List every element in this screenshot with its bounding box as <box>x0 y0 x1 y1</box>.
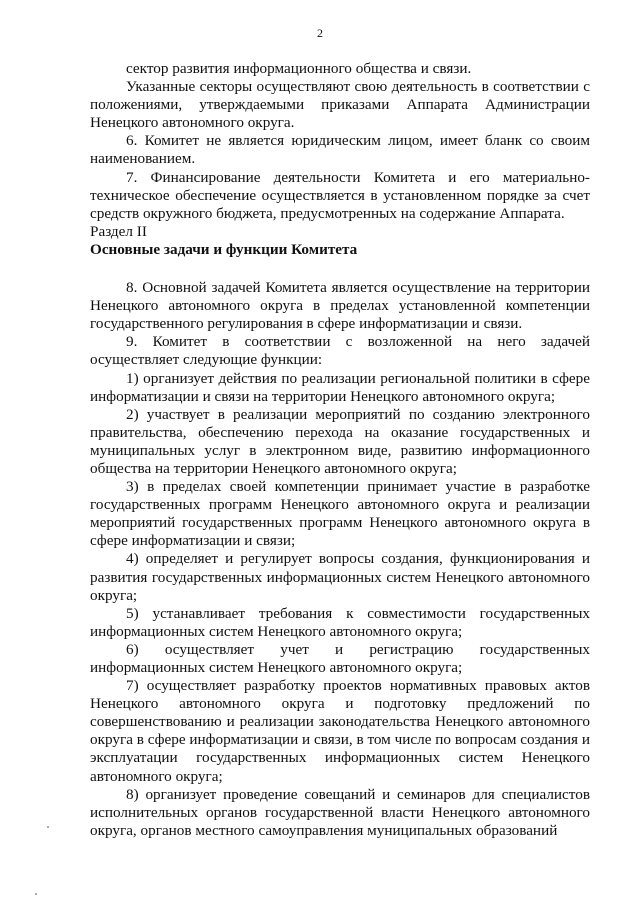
paragraph: сектор развития информационного общества и связи. <box>126 60 472 77</box>
list-item: 7) осуществляет разработку проектов нормативных правовых актов Ненецкого автономного округа и подготовку предложений по совершенствованию и реализации законодательства Ненецкого автономного округа в сфере информатизации и связи, в том числе по вопросам создания и эксплуатации государственных информационных систем Ненецкого автономного округа; <box>90 677 590 785</box>
list-item: 4) определяет и регулирует вопросы создания, функционирования и развития государственных информационных систем Ненецкого автономного округа; <box>90 550 590 604</box>
list-item: 1) организует действия по реализации региональной политики в сфере информатизации и связи на территории Ненецкого автономного округа; <box>90 369 590 405</box>
list-item: 5) устанавливает требования к совместимости государственных информационных систем Ненецкого автономного округа; <box>90 604 590 640</box>
list-item: 6) осуществляет учет и регистрацию государственных информационных систем Ненецкого автономного округа; <box>90 640 590 676</box>
list-item: 8) организует проведение совещаний и семинаров для специалистов исполнительных органов государственной власти Ненецкого автономного округа, органов местного самоуправления муниципальных образований <box>90 785 590 839</box>
document-body <box>90 60 590 840</box>
list-item: 2) участвует в реализации мероприятий по созданию электронного правительства, обеспечению перехода на оказание государственных и муниципальных услуг в электронном виде, развитию информационного общества на территории Ненецкого автономного округа; <box>90 405 590 477</box>
scan-artifact <box>47 826 49 828</box>
section-label: Раздел II <box>90 222 147 240</box>
scan-artifact <box>35 893 37 895</box>
paragraph: 8. Основной задачей Комитета является осуществление на территории Ненецкого автономного округа в пределах установленной компетенции государственного регулирования в сфере информатизации и связи. <box>90 279 590 333</box>
paragraph: Указанные секторы осуществляют свою деятельность в соответствии с положениями, утверждаемыми приказами Аппарата Администрации Ненецкого автономного округа. <box>90 78 590 132</box>
paragraph: 7. Финансирование деятельности Комитета и его материально-техническое обеспечение осуществляется в установленном порядке за счет средств окружного бюджета, предусмотренных на содержание Аппарата. <box>90 168 590 222</box>
paragraph: 9. Комитет в соответствии с возложенной на него задачей осуществляет следующие функции: <box>90 333 590 369</box>
paragraph: 6. Комитет не является юридическим лицом, имеет бланк со своим наименованием. <box>90 132 590 168</box>
list-item: 3) в пределах своей компетенции принимает участие в разработке государственных программ Ненецкого автономного округа и реализации мероприятий государственных программ Ненецкого автономного округа в сфере информатизации и связи; <box>90 478 590 550</box>
section-title: Основные задачи и функции Комитета <box>90 240 358 258</box>
page-number: 2 <box>317 26 323 40</box>
